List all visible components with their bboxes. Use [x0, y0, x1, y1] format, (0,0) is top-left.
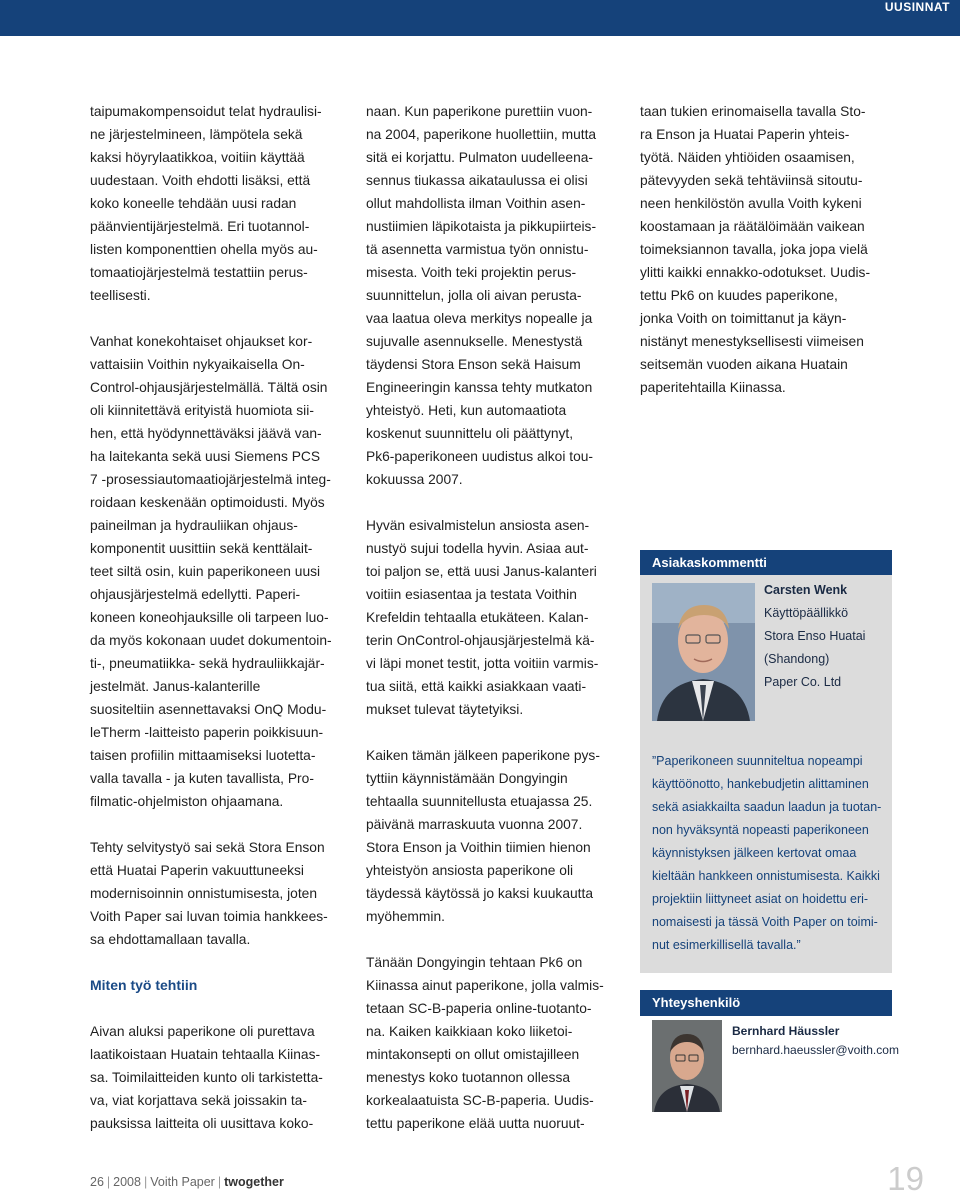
text-line: Engineeringin kanssa tehty mutkaton	[366, 380, 593, 395]
column-1	[90, 100, 352, 1135]
text-line: Kiinassa ainut paperikone, jolla valmis-	[366, 978, 604, 993]
text-line: pauksissa laitteita oli uusittava koko-	[90, 1116, 314, 1131]
text-line: ohjausjärjestelmä edellytti. Paperi-	[90, 587, 301, 602]
text-line: Krefeldin tehtaalla etukäteen. Kalan-	[366, 610, 589, 625]
text-line: na 2004, paperikone huollettiin, mutta	[366, 127, 597, 142]
text-line: mukset tulevat täytetyiksi.	[366, 702, 524, 717]
text-line: käynnistyksen jälkeen kertovat omaa	[652, 846, 857, 860]
text-line: täydensi Stora Enson sekä Haisum	[366, 357, 581, 372]
footer-publication: Voith Paper	[150, 1175, 215, 1189]
text-line: ne järjestelmineen, lämpötela sekä	[90, 127, 303, 142]
page-number: 19	[887, 1160, 924, 1193]
text-line: koskenut suunnittelu oli päättynyt,	[366, 426, 574, 441]
text-line: 7 -prosessiautomaatiojärjestelmä integ-	[90, 472, 331, 487]
text-line: ra Enson ja Huatai Paperin yhteis-	[640, 127, 850, 142]
text-line: nistänyt menestyksellisesti viimeisen	[640, 334, 864, 349]
text-line: tetaan SC-B-paperia online-tuotanto-	[366, 1001, 592, 1016]
text-line: suunnittelun, jolla oli aivan perusta-	[366, 288, 582, 303]
text-line: roidaan keskenään optimoidusti. Myös	[90, 495, 325, 510]
text-line: hen, että hyödynnettäväksi jäävä van-	[90, 426, 322, 441]
text-line: ha laitekanta sekä uusi Siemens PCS	[90, 449, 321, 464]
text-line: Tehty selvitystyö sai sekä Stora Enson	[90, 840, 325, 855]
col1-paragraph-1	[90, 100, 352, 307]
text-line: myöhemmin.	[366, 909, 445, 924]
column-3	[640, 100, 895, 399]
col1-paragraph-3	[90, 836, 352, 951]
text-line: teet siltä osin, kuin paperikoneen uusi	[90, 564, 321, 579]
text-line: Control-ohjausjärjestelmällä. Tältä osin	[90, 380, 328, 395]
text-line: nut esimerkillisellä tavalla.”	[652, 938, 801, 952]
text-line: jestelmät. Janus-kalanterille	[90, 679, 261, 694]
text-line: da myös kokonaan uudet dokumentoin-	[90, 633, 332, 648]
text-line: toi paljon se, että uusi Janus-kalanteri	[366, 564, 597, 579]
text-line: koneen koneohjauksille oli tarpeen luo-	[90, 610, 329, 625]
text-line: Voith Paper sai luvan toimia hankkees-	[90, 909, 328, 924]
text-line: mintakonsepti on ollut omistajilleen	[366, 1047, 580, 1062]
section-tag: UUSINNAT	[875, 0, 960, 14]
footer-magazine: twogether	[224, 1175, 284, 1189]
text-line: pätevyyden sekä tehtäviinsä sitoutu-	[640, 173, 863, 188]
text-line: paperitehtailla Kiinassa.	[640, 380, 786, 395]
text-line: kaksi höyrylaatikkoa, voitiin käyttää	[90, 150, 305, 165]
text-line: tua siitä, että kaikki asiakkaan vaati-	[366, 679, 587, 694]
contact-heading: Yhteyshenkilö	[640, 990, 892, 1016]
col1-paragraph-4	[90, 1020, 352, 1135]
text-line: tä asennetta varmistua työn onnistu-	[366, 242, 589, 257]
header-bar	[0, 0, 960, 36]
text-line: neen henkilöstön avulla Voith kykeni	[640, 196, 862, 211]
text-line: sekä asiakkailta saadun laadun ja tuotan-	[652, 800, 882, 814]
text-line: taisen profiilin mittaamiseksi luotetta-	[90, 748, 316, 763]
text-line: kokuussa 2007.	[366, 472, 463, 487]
text-line: sennus tiukassa aikataulussa ei olisi	[366, 173, 588, 188]
portrait-photo-carsten-wenk	[652, 583, 755, 721]
text-line: oli kiinnitettävä erityistä huomiota sii-	[90, 403, 314, 418]
text-line: tehtaalla suunnitellusta etuajassa 25.	[366, 794, 593, 809]
text-line: nustyö sujui todella hyvin. Asiaa aut-	[366, 541, 589, 556]
text-line: teellisesti.	[90, 288, 151, 303]
footer: 26 | 2008 | Voith Paper | twogether	[90, 1175, 284, 1189]
text-line: Stora Enson ja Voithin tiimien hienon	[366, 840, 591, 855]
col2-paragraph-4	[366, 951, 628, 1135]
customer-role: Käyttöpäällikkö	[764, 606, 849, 620]
text-line: taan tukien erinomaisella tavalla Sto-	[640, 104, 866, 119]
text-line: vattaisiin Voithin nykyaikaisella On-	[90, 357, 305, 372]
text-line: yhteistyön ansiosta paperikone oli	[366, 863, 574, 878]
text-line: työtä. Näiden yhtiöiden osaamisen,	[640, 150, 855, 165]
col3-paragraph-1	[640, 100, 895, 399]
text-line: suositeltiin asennettavaksi OnQ Modu-	[90, 702, 327, 717]
text-line: nustiimien läpikotaista ja pikkupiirteis-	[366, 219, 597, 234]
text-line: päänvientijärjestelmä. Eri tuotannol-	[90, 219, 310, 234]
text-line: laatikoistaan Huatain tehtaalla Kiinas-	[90, 1047, 321, 1062]
text-line: ylitti kaikki ennakko-odotukset. Uudis-	[640, 265, 871, 280]
text-line: koko koneelle tehdään uusi radan	[90, 196, 297, 211]
text-line: käyttöönotto, hankebudjetin alittaminen	[652, 777, 869, 791]
text-line: valla tavalla - ja kuten tavallista, Pro-	[90, 771, 314, 786]
col2-paragraph-2	[366, 514, 628, 721]
text-line: tyttiin käynnistämään Dongyingin	[366, 771, 568, 786]
text-line: Tänään Dongyingin tehtaan Pk6 on	[366, 955, 583, 970]
text-line: listen komponenttien ohella myös au-	[90, 242, 318, 257]
text-line: naan. Kun paperikone purettiin vuon-	[366, 104, 593, 119]
column-2	[366, 100, 628, 1135]
customer-company-line-1: Stora Enso Huatai	[764, 629, 866, 643]
text-line: taipumakompensoidut telat hydraulisi-	[90, 104, 322, 119]
text-line: non hyväksyntä nopeasti paperikoneen	[652, 823, 869, 837]
text-line: sitä ei korjattu. Pulmaton uudelleena-	[366, 150, 594, 165]
text-line: yhteistyö. Heti, kun automaatiota	[366, 403, 567, 418]
text-line: Pk6-paperikoneen uudistus alkoi tou-	[366, 449, 594, 464]
contact-person	[732, 1022, 899, 1060]
text-line: korkealaatuista SC-B-paperia. Uudis-	[366, 1093, 594, 1108]
col2-paragraph-1	[366, 100, 628, 491]
text-line: jonka Voith on toimittanut ja käyn-	[640, 311, 847, 326]
text-line: na. Kaiken kaikkiaan koko liiketoi-	[366, 1024, 573, 1039]
text-line: projektiin liittyneet asiat on hoidettu eri-	[652, 892, 869, 906]
text-line: nomaisesti ja tässä Voith Paper on toimi-	[652, 915, 878, 929]
customer-comment-heading: Asiakaskommentti	[640, 550, 892, 576]
text-line: leTherm -laitteisto paperin poikkisuun-	[90, 725, 324, 740]
subheading: Miten työ tehtiin	[90, 977, 198, 993]
text-line: toimeksiannon tavalla, joka jopa vielä	[640, 242, 868, 257]
col2-paragraph-3	[366, 744, 628, 928]
text-line: sa. Toimilaitteiden kunto oli tarkistetta-	[90, 1070, 323, 1085]
text-line: tettu paperikone elää uutta nuoruut-	[366, 1116, 585, 1131]
portrait-photo-bernhard-haussler	[652, 1020, 722, 1112]
text-line: Hyvän esivalmistelun ansiosta asen-	[366, 518, 590, 533]
text-line: Aivan aluksi paperikone oli purettava	[90, 1024, 315, 1039]
text-line: seitsemän vuoden aikana Huatain	[640, 357, 848, 372]
footer-year: 2008	[113, 1175, 141, 1189]
text-line: Vanhat konekohtaiset ohjaukset kor-	[90, 334, 313, 349]
text-line: misesta. Voith teki projektin perus-	[366, 265, 577, 280]
text-line: menestys koko tuotannon ollessa	[366, 1070, 571, 1085]
text-line: vaa laatua oleva merkitys nopealle ja	[366, 311, 593, 326]
text-line: vi läpi monet testit, jotta voitiin varmis-	[366, 656, 599, 671]
text-line: voitiin esiasentaa ja testata Voithin	[366, 587, 577, 602]
text-line: että Huatai Paperin vakuuttuneeksi	[90, 863, 304, 878]
customer-company-line-2: (Shandong)	[764, 652, 830, 666]
text-line: tettu Pk6 on kuudes paperikone,	[640, 288, 838, 303]
text-line: ti-, pneumatiikka- sekä hydrauliikkajär-	[90, 656, 325, 671]
text-line: täydessä käytössä jo kaksi kuukautta	[366, 886, 594, 901]
text-line: ”Paperikoneen suunniteltua nopeampi	[652, 754, 863, 768]
customer-company-line-3: Paper Co. Ltd	[764, 675, 842, 689]
text-line: uudestaan. Voith ehdotti lisäksi, että	[90, 173, 311, 188]
text-line: sa ehdottamallaan tavalla.	[90, 932, 251, 947]
text-line: ollut mahdollista ilman Voithin asen-	[366, 196, 586, 211]
text-line: terin OnControl-ohjausjärjestelmä kä-	[366, 633, 595, 648]
contact-name: Bernhard Häussler	[732, 1024, 840, 1038]
text-line: modernisoinnin onnistumisesta, joten	[90, 886, 318, 901]
text-line: filmatic-ohjelmiston ohjaamana.	[90, 794, 284, 809]
text-line: koostamaan ja räätälöimään vaikean	[640, 219, 865, 234]
text-line: va, viat korjattava sekä joissakin ta-	[90, 1093, 308, 1108]
text-line: päivänä marraskuuta vuonna 2007.	[366, 817, 583, 832]
text-line: kieltään hankkeen onnistumisesta. Kaikki	[652, 869, 880, 883]
customer-quote	[652, 750, 884, 957]
text-line: paineilman ja hydrauliikan ohjaus-	[90, 518, 298, 533]
col1-paragraph-2	[90, 330, 352, 813]
footer-page: 26	[90, 1175, 104, 1189]
customer-name: Carsten Wenk	[764, 583, 848, 597]
text-line: komponentit uusittiin sekä kenttälait-	[90, 541, 313, 556]
text-line: sujuvalle asennukselle. Menestystä	[366, 334, 583, 349]
contact-email[interactable]: bernhard.haeussler@voith.com	[732, 1043, 899, 1057]
text-line: tomaatiojärjestelmä testattiin perus-	[90, 265, 308, 280]
text-line: Kaiken tämän jälkeen paperikone pys-	[366, 748, 600, 763]
